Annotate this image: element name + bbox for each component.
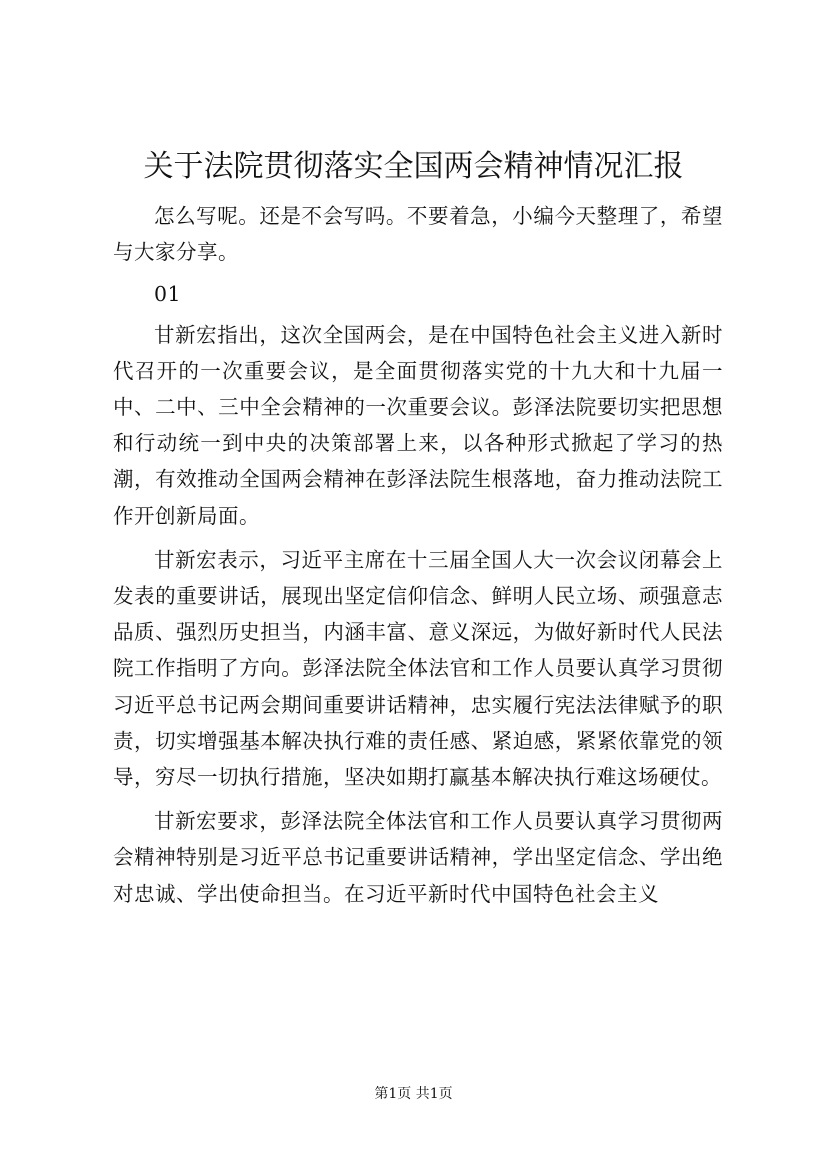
paragraph-2: 甘新宏表示，习近平主席在十三届全国人大一次会议闭幕会上发表的重要讲话，展现出坚定信仰信念、鲜明人民立场、顽强意志品质、强烈历史担当，内涵丰富、意义深远，为做好新时代人民法院工作指明了方向。彭泽法院全体法官和工作人员要认真学习贯彻习近平总书记两会期间重要讲话精神，忠实履行宪法法律赋予的职责，切实增强基本解决执行难的责任感、紧迫感，紧紧依靠党的领导，穷尽一切执行措施，坚决如期打赢基本解决执行难这场硬仗。 <box>113 547 723 790</box>
document-title: 关于法院贯彻落实全国两会精神情况汇报 <box>143 149 684 184</box>
document-body <box>113 198 723 912</box>
paragraph-1: 甘新宏指出，这次全国两会，是在中国特色社会主义进入新时代召开的一次重要会议，是全面贯彻落实党的十九大和十九届一中、二中、三中全会精神的一次重要会议。彭泽法院要切实把思想和行动统一到中央的决策部署上来，以各种形式掀起了学习的热潮，有效推动全国两会精神在彭泽法院生根落地，奋力推动法院工作开创新局面。 <box>113 322 723 528</box>
section-number: 01 <box>154 282 182 307</box>
paragraph-intro: 怎么写呢。还是不会写吗。不要着急，小编今天整理了，希望与大家分享。 <box>113 204 723 265</box>
paragraph-3: 甘新宏要求，彭泽法院全体法官和工作人员要认真学习贯彻两会精神特别是习近平总书记重要讲话精神，学出坚定信念、学出绝对忠诚、学出使命担当。在习近平新时代中国特色社会主义 <box>113 809 723 906</box>
page-footer: 第1页 共1页 <box>374 1086 453 1102</box>
